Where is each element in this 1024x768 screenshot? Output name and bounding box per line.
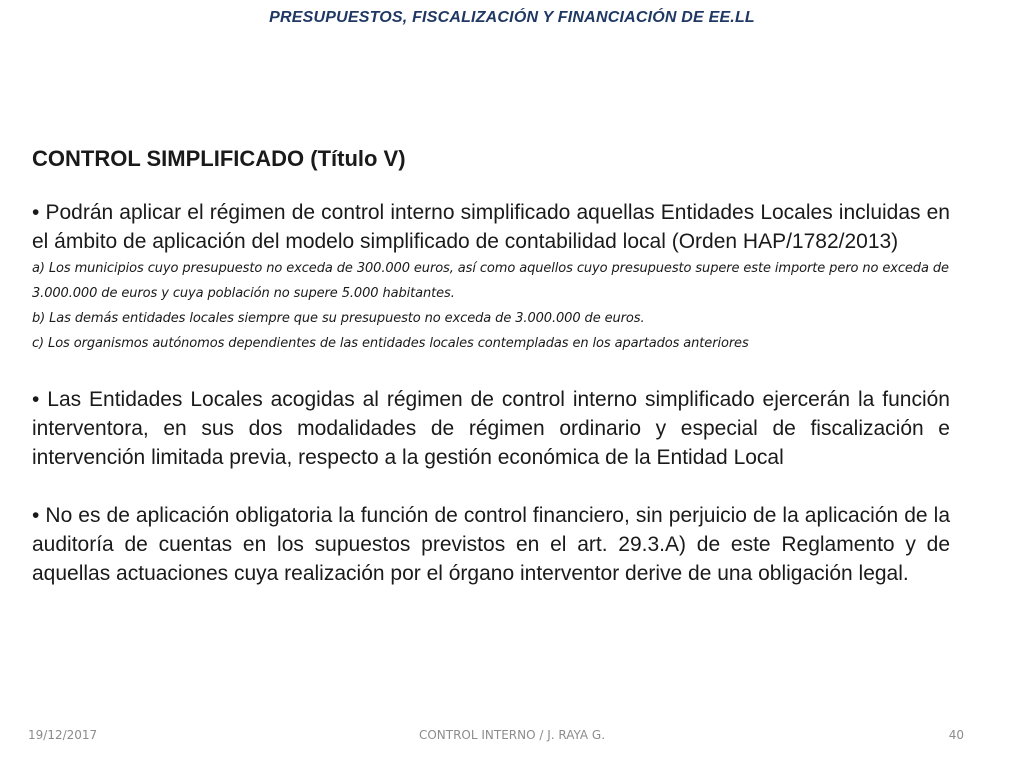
slide-header: PRESUPUESTOS, FISCALIZACIÓN Y FINANCIACIÓN DE EE.LL bbox=[269, 9, 755, 26]
note-a: a) Los municipios cuyo presupuesto no exceda de 300.000 euros, así como aquellos cuyo presupuesto supere este importe pero no exceda de 3.000.000 de euros y cuya población no supere 5.000 habitantes. bbox=[32, 261, 949, 301]
note-b: b) Las demás entidades locales siempre que su presupuesto no exceda de 3.000.000 de euros. bbox=[32, 311, 645, 326]
section-title: CONTROL SIMPLIFICADO (Título V) bbox=[32, 146, 406, 171]
footer-page-number: 40 bbox=[948, 728, 964, 742]
bullet-control-financiero: • No es de aplicación obligatoria la función de control financiero, sin perjuicio de la aplicación de la auditoría de cuentas en los supuestos previstos en el art. 29.3.A) de este Reglamento y de aquellas actuaciones cuya realización por el órgano interventor derive de una obligación legal. bbox=[32, 504, 950, 585]
footer-author: CONTROL INTERNO / J. RAYA G. bbox=[418, 728, 606, 742]
slide-content bbox=[32, 144, 950, 588]
spacer bbox=[32, 356, 950, 385]
spacer bbox=[32, 472, 950, 501]
bullet-simplified-regime: • Podrán aplicar el régimen de control interno simplificado aquellas Entidades Locales incluidas en el ámbito de aplicación del modelo simplificado de contabilidad local (Orden HAP/1782/2013) bbox=[32, 201, 950, 253]
note-c: c) Los organismos autónomos dependientes de las entidades locales contempladas en los apartados anteriores bbox=[32, 336, 749, 351]
footer-date: 19/12/2017 bbox=[28, 728, 98, 742]
bullet-interventora: • Las Entidades Locales acogidas al régimen de control interno simplificado ejercerán la función interventora, en sus dos modalidades de régimen ordinario y especial de fiscalización e intervención limitada previa, respecto a la gestión económica de la Entidad Local bbox=[32, 388, 950, 469]
